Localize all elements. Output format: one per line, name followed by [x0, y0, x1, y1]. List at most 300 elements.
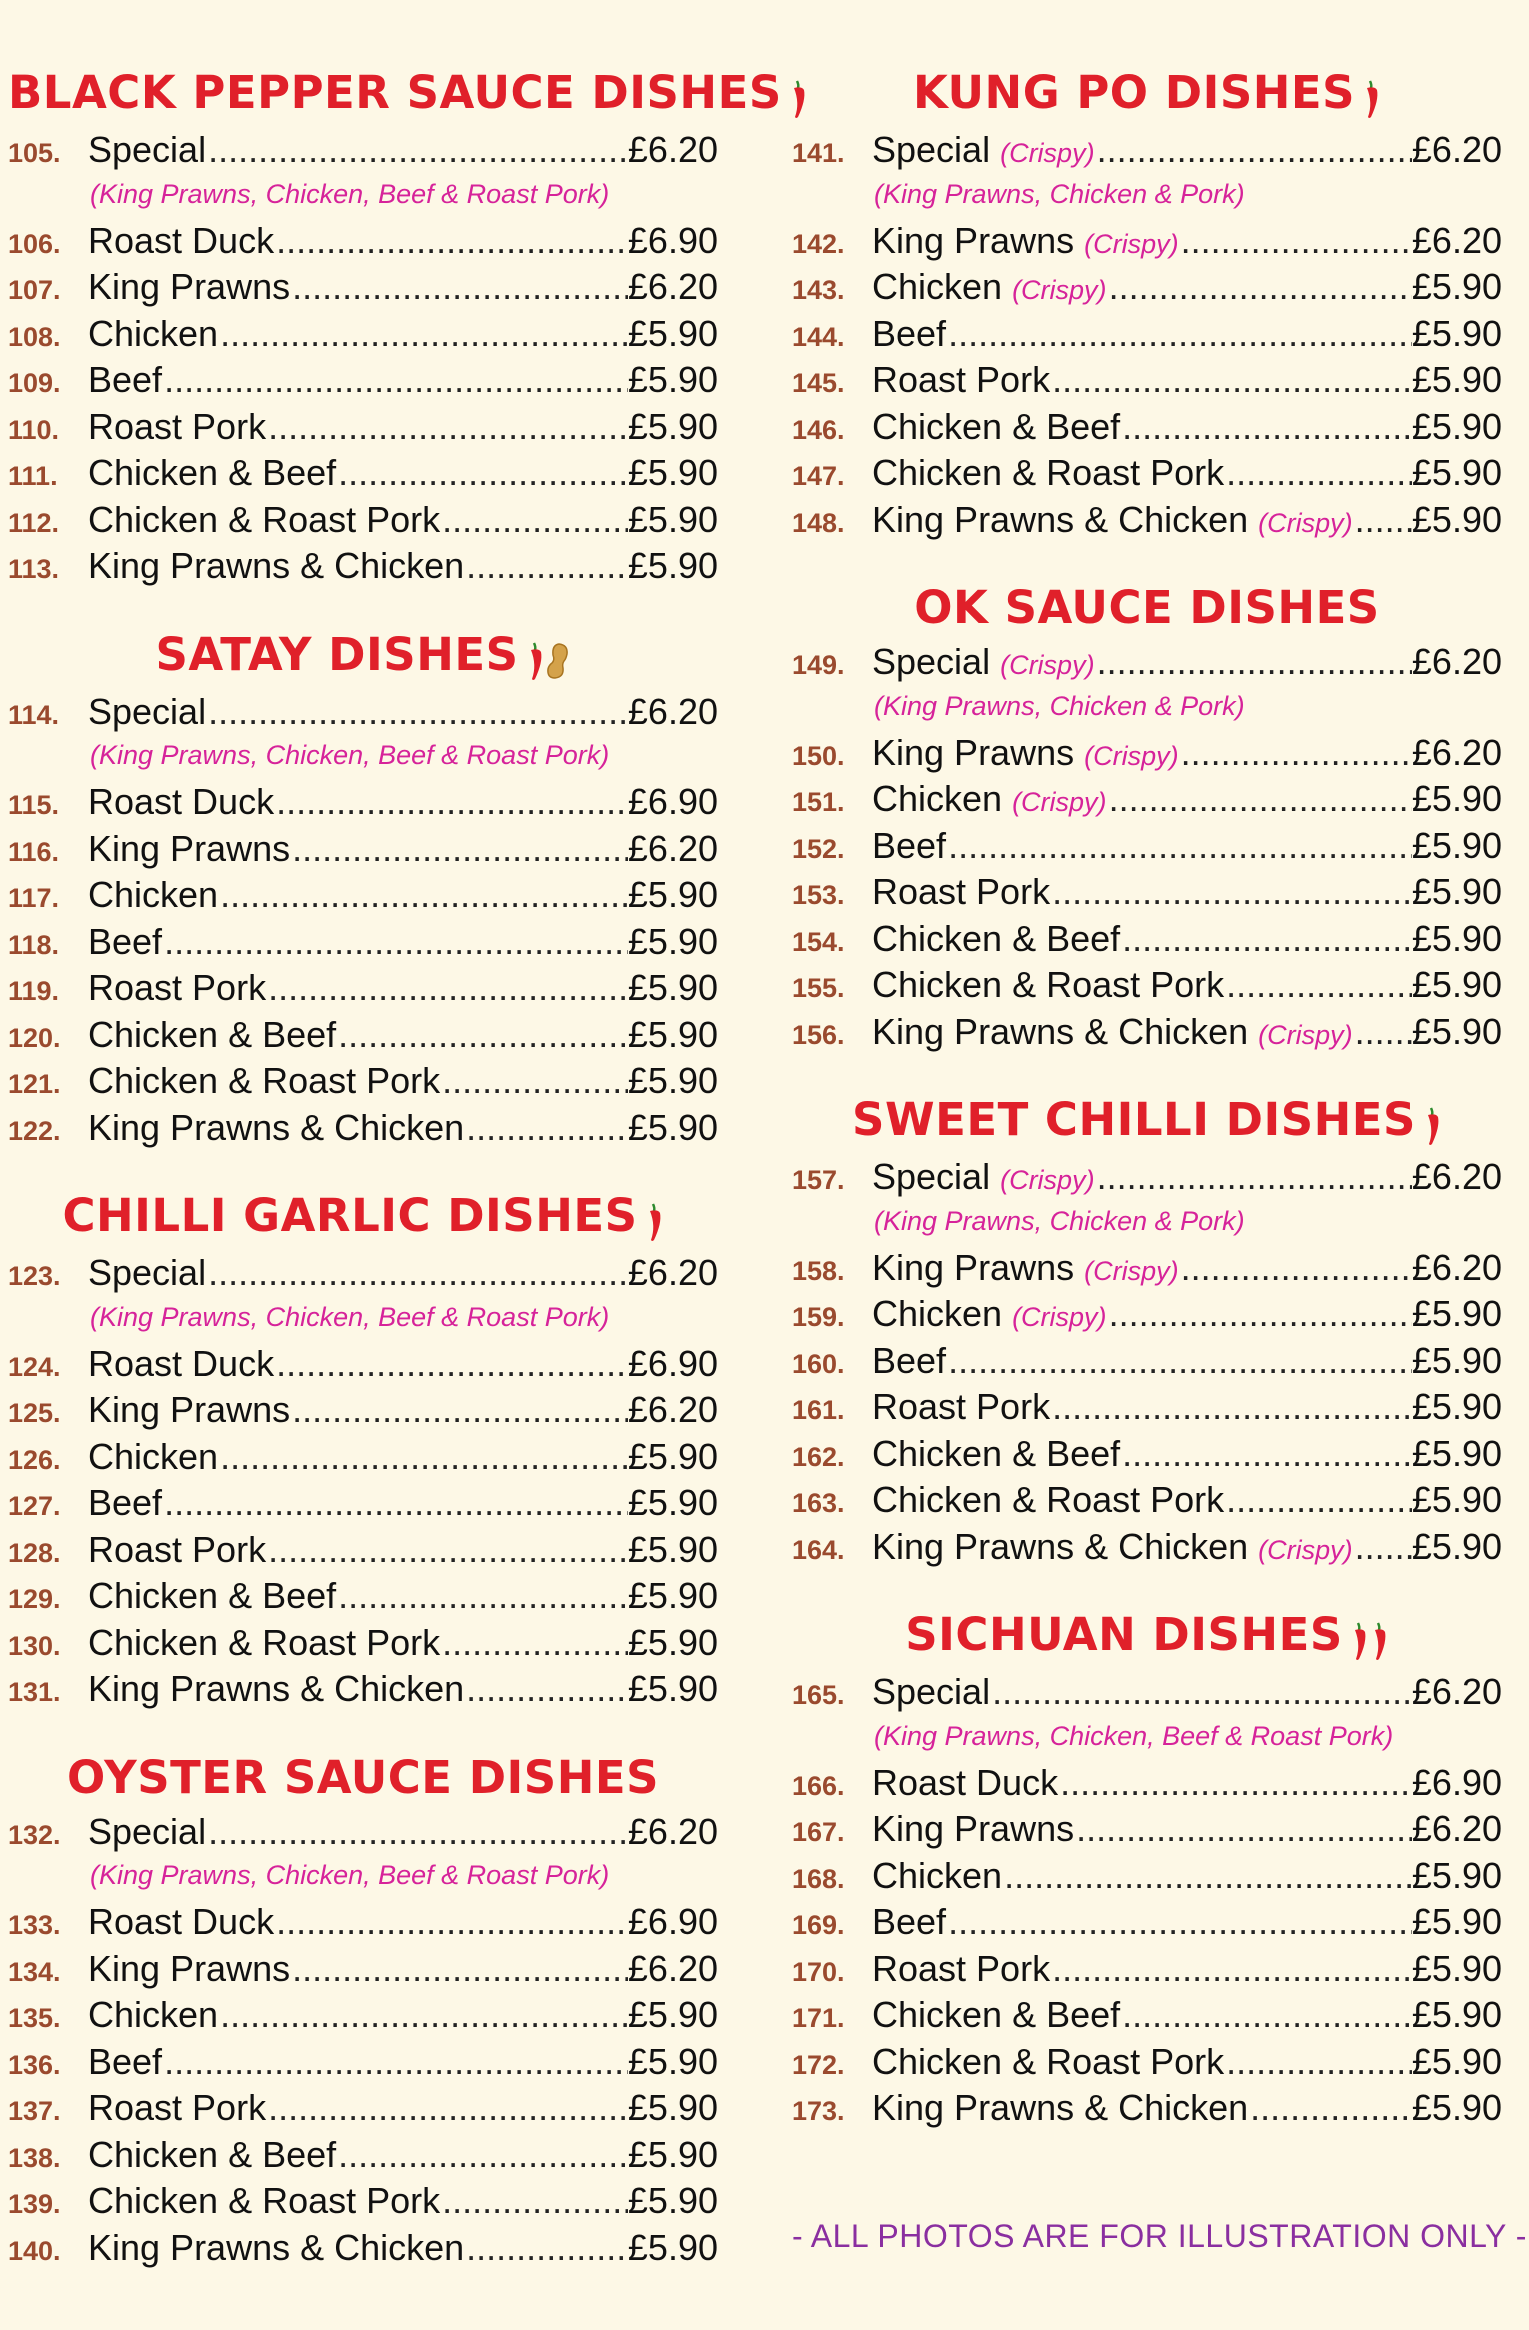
item-number: 105. — [8, 138, 61, 168]
menu-item — [8, 311, 718, 358]
item-price: £5.90 — [1411, 1010, 1502, 1052]
menu-item — [8, 1620, 718, 1667]
crispy-tag: (Crispy) — [1012, 275, 1107, 305]
menu-item — [8, 1527, 718, 1574]
dot-leader — [946, 311, 1412, 358]
item-number: 121. — [8, 1069, 61, 1099]
item-price: £5.90 — [1411, 1339, 1502, 1381]
item-name — [88, 1573, 336, 1620]
item-name — [88, 1992, 218, 2039]
menu-item — [8, 2085, 718, 2132]
section-title — [792, 62, 1502, 127]
item-name-text: Chicken & Beef — [872, 1432, 1121, 1474]
item-price: £6.20 — [1411, 219, 1502, 261]
crispy-tag: (Crispy) — [1258, 1534, 1353, 1565]
item-name-text: King Prawns & Chicken — [88, 2226, 465, 2268]
menu-item — [792, 357, 1502, 404]
item-price: £6.20 — [1411, 1156, 1502, 1197]
dot-leader — [1002, 1853, 1412, 1900]
item-number: 125. — [8, 1398, 61, 1428]
item-name-text: Roast Duck — [88, 1342, 275, 1384]
menu-item — [8, 1058, 718, 1105]
item-name — [88, 1058, 440, 1105]
item-number: 119. — [8, 976, 60, 1006]
menu-item — [792, 1009, 1502, 1056]
menu-item — [792, 1992, 1502, 2039]
item-number: 132. — [8, 1819, 61, 1850]
item-number: 159. — [792, 1302, 845, 1332]
item-name — [872, 450, 1224, 497]
item-name-text: Roast Duck — [88, 1901, 275, 1942]
menu-item — [792, 404, 1502, 451]
item-name — [872, 1291, 1107, 1341]
dot-leader — [464, 1105, 628, 1152]
menu-item — [8, 543, 718, 590]
menu-item — [8, 1250, 718, 1297]
item-name — [872, 497, 1353, 547]
item-name — [872, 2039, 1224, 2086]
item-price: £5.90 — [627, 1575, 718, 1616]
item-price: £5.90 — [627, 1482, 718, 1523]
dot-leader — [1224, 962, 1412, 1009]
dot-leader — [274, 779, 628, 826]
item-price: £5.90 — [1411, 824, 1502, 866]
item-price: £5.90 — [1411, 871, 1502, 912]
dot-leader — [1095, 127, 1412, 174]
dot-leader — [218, 872, 628, 919]
item-price: £5.90 — [627, 359, 718, 400]
item-price: £6.20 — [627, 1810, 718, 1852]
item-number: 134. — [8, 1956, 61, 1987]
illustration-disclaimer: - ALL PHOTOS ARE FOR ILLUSTRATION ONLY - — [792, 2218, 1527, 2254]
item-price: £5.90 — [627, 1668, 718, 1709]
dot-leader — [1050, 357, 1412, 404]
menu-item — [792, 2039, 1502, 2086]
item-price: £5.90 — [627, 967, 718, 1008]
item-number: 148. — [792, 507, 845, 538]
dot-leader — [206, 1809, 628, 1856]
item-name-text: Special — [88, 690, 207, 732]
item-name-text: Special — [88, 1252, 207, 1293]
item-price: £5.90 — [1411, 2040, 1502, 2082]
menu-item — [8, 1666, 718, 1713]
peanut-icon — [545, 631, 571, 684]
item-name-text: Chicken — [88, 1435, 219, 1477]
menu-item — [8, 689, 718, 736]
menu-item — [8, 450, 718, 497]
item-name-text: Special — [872, 641, 991, 682]
dot-leader — [274, 1341, 628, 1388]
item-number: 142. — [792, 228, 845, 259]
item-price: £5.90 — [627, 1994, 718, 2035]
chilli-icon — [525, 631, 545, 684]
item-number: 128. — [8, 1537, 61, 1568]
item-price: £5.90 — [627, 498, 718, 540]
item-name-text: Chicken & Beef — [88, 452, 337, 493]
item-name — [88, 872, 218, 919]
item-name-text: King Prawns & Chicken — [872, 498, 1249, 540]
dot-leader — [1050, 1946, 1412, 1993]
dot-leader — [440, 1058, 628, 1105]
item-name-text: Roast Duck — [872, 1761, 1059, 1803]
item-number: 130. — [8, 1630, 61, 1661]
section-icons — [1361, 65, 1381, 127]
crispy-tag: (Crispy) — [1084, 228, 1179, 259]
dot-leader — [1120, 1992, 1412, 2039]
item-name-text: Chicken — [872, 1854, 1003, 1896]
item-name — [872, 1669, 990, 1716]
item-price: £5.90 — [1411, 1901, 1502, 1942]
item-number: 107. — [8, 275, 61, 305]
menu-item — [792, 2085, 1502, 2132]
item-name-text: Special — [88, 129, 207, 170]
menu-item — [8, 127, 718, 174]
crispy-tag: (Crispy) — [1258, 507, 1353, 538]
menu-item — [8, 1434, 718, 1481]
menu-item — [792, 639, 1502, 686]
item-name — [872, 869, 1050, 916]
section-icons — [644, 1188, 664, 1250]
menu-item — [792, 1245, 1502, 1292]
menu-item — [8, 264, 718, 311]
item-name-text: Chicken & Roast Pork — [88, 498, 441, 540]
item-price: £6.90 — [627, 1342, 718, 1384]
item-note: (King Prawns, Chicken, Beef & Roast Pork) — [90, 178, 610, 209]
item-price: £5.90 — [627, 545, 718, 586]
item-price: £5.90 — [627, 1106, 718, 1148]
item-price: £6.90 — [1411, 1761, 1502, 1803]
crispy-tag: (Crispy) — [1000, 1165, 1095, 1195]
item-name-text: King Prawns — [88, 827, 291, 869]
item-price: £5.90 — [1411, 359, 1502, 400]
item-number: 123. — [8, 1261, 61, 1291]
menu-item — [8, 218, 718, 265]
item-price: £5.90 — [627, 874, 718, 915]
item-price: £5.90 — [627, 1013, 718, 1055]
item-number: 146. — [792, 414, 845, 445]
item-price: £6.20 — [627, 690, 718, 732]
item-number: 112. — [8, 507, 60, 538]
menu-item — [8, 2132, 718, 2179]
dot-leader — [266, 2085, 628, 2132]
item-name — [88, 1434, 218, 1481]
item-number: 161. — [792, 1395, 845, 1425]
item-price: £5.90 — [1411, 1432, 1502, 1474]
menu-item — [8, 872, 718, 919]
item-name-text: King Prawns & Chicken — [88, 1668, 465, 1709]
dot-leader — [464, 543, 628, 590]
item-name-text: King Prawns — [88, 266, 291, 307]
crispy-tag: (Crispy) — [1258, 1019, 1353, 1050]
item-number: 169. — [792, 1910, 845, 1940]
dot-leader — [1107, 1291, 1412, 1338]
item-name — [88, 2132, 336, 2179]
item-number: 139. — [8, 2189, 61, 2219]
item-number: 129. — [8, 1584, 61, 1614]
dot-leader — [1248, 2085, 1412, 2132]
item-name — [88, 1666, 464, 1713]
item-name-text: Roast Duck — [88, 781, 275, 822]
item-name — [88, 779, 274, 826]
item-name — [872, 1524, 1353, 1574]
item-name — [872, 1946, 1050, 1993]
item-price: £5.90 — [1411, 1854, 1502, 1896]
item-number: 163. — [792, 1488, 845, 1518]
section-title-text: SICHUAN DISHES — [905, 1608, 1343, 1661]
item-number: 137. — [8, 2096, 61, 2126]
item-number: 172. — [792, 2049, 845, 2080]
crispy-tag: (Crispy) — [1084, 1255, 1179, 1286]
item-name — [88, 2085, 266, 2132]
dot-leader — [1179, 730, 1412, 777]
right-column — [792, 62, 1502, 2166]
section-title-text: KUNG PO DISHES — [912, 66, 1356, 119]
item-price: £5.90 — [627, 2226, 718, 2268]
item-name-text: Roast Pork — [872, 871, 1051, 912]
item-name-text: Chicken & Roast Pork — [872, 1479, 1225, 1520]
item-price: £6.20 — [1411, 1246, 1502, 1288]
item-name — [872, 1338, 946, 1385]
dot-leader — [1224, 450, 1412, 497]
item-name-text: King Prawns & Chicken — [872, 2087, 1249, 2128]
menu-item — [792, 1524, 1502, 1571]
item-name — [88, 1341, 274, 1388]
menu-item — [8, 1573, 718, 1620]
menu-item — [8, 965, 718, 1012]
item-name — [872, 1431, 1120, 1478]
item-number: 116. — [8, 836, 60, 867]
menu-item — [8, 779, 718, 826]
item-price: £5.90 — [627, 1435, 718, 1477]
item-name — [872, 2085, 1248, 2132]
menu-item — [792, 311, 1502, 358]
item-name — [872, 1992, 1120, 2039]
menu-item — [8, 1946, 718, 1993]
item-name-text: Beef — [88, 1482, 163, 1523]
chilli-icon — [1369, 1611, 1389, 1664]
item-name — [872, 1009, 1353, 1059]
item-number: 135. — [8, 2003, 61, 2033]
item-name — [872, 1760, 1058, 1807]
item-name-text: King Prawns — [872, 1246, 1075, 1288]
item-price: £5.90 — [1411, 266, 1502, 307]
item-name-text: Beef — [872, 312, 947, 354]
menu-item — [792, 1853, 1502, 1900]
chilli-icon — [1361, 69, 1381, 122]
dot-leader — [1107, 776, 1412, 823]
item-name — [88, 2039, 162, 2086]
menu-item — [8, 2039, 718, 2086]
item-number: 157. — [792, 1165, 845, 1195]
dot-leader — [266, 1527, 628, 1574]
item-price: £5.90 — [627, 1528, 718, 1570]
item-name — [88, 1809, 206, 1856]
item-name — [872, 639, 1095, 689]
menu-section — [8, 62, 782, 590]
item-name-text: Roast Pork — [88, 967, 267, 1008]
item-price: £5.90 — [627, 2180, 718, 2221]
item-name — [872, 1245, 1179, 1295]
item-number: 111. — [8, 461, 58, 491]
dot-leader — [1120, 1431, 1412, 1478]
item-number: 141. — [792, 138, 845, 168]
item-number: 164. — [792, 1534, 845, 1565]
item-name — [88, 1012, 336, 1059]
item-number: 126. — [8, 1444, 61, 1475]
menu-item — [8, 1387, 718, 1434]
item-number: 138. — [8, 2142, 61, 2173]
item-number: 120. — [8, 1022, 61, 1053]
item-price: £5.90 — [1411, 1479, 1502, 1520]
item-name-text: Special — [88, 1810, 207, 1852]
item-name — [88, 127, 206, 174]
menu-item — [8, 497, 718, 544]
section-title-text: CHILLI GARLIC DISHES — [62, 1189, 638, 1242]
section-title — [8, 62, 782, 127]
item-number: 151. — [792, 787, 845, 817]
item-name-text: Beef — [88, 920, 163, 962]
item-price: £6.90 — [627, 219, 718, 261]
item-name — [872, 1899, 946, 1946]
item-name-text: Chicken — [872, 266, 1003, 307]
dot-leader — [464, 1666, 628, 1713]
item-name-text: Chicken & Beef — [872, 917, 1121, 959]
menu-section — [8, 624, 718, 1152]
item-name — [88, 1527, 266, 1574]
item-number: 127. — [8, 1491, 61, 1521]
dot-leader — [218, 1992, 628, 2039]
menu-item — [792, 1669, 1502, 1716]
item-name — [88, 1946, 290, 1993]
item-name-text: Beef — [872, 1339, 947, 1381]
menu-item — [792, 264, 1502, 311]
crispy-tag: (Crispy) — [1012, 787, 1107, 817]
section-title — [792, 1604, 1502, 1669]
item-price: £6.90 — [627, 781, 718, 822]
dot-leader — [1353, 1524, 1412, 1571]
dot-leader — [464, 2225, 628, 2272]
menu-item — [792, 127, 1502, 174]
menu-item — [792, 1760, 1502, 1807]
item-name — [872, 311, 946, 358]
dot-leader — [162, 357, 628, 404]
section-title — [792, 1089, 1502, 1154]
item-price: £5.90 — [627, 312, 718, 354]
item-name-text: Roast Pork — [872, 359, 1051, 400]
item-name-text: King Prawns & Chicken — [88, 545, 465, 586]
item-price: £5.90 — [627, 405, 718, 447]
crispy-tag: (Crispy) — [1000, 138, 1095, 168]
item-price: £6.20 — [1411, 1808, 1502, 1849]
menu-item — [8, 919, 718, 966]
menu-item — [792, 1806, 1502, 1853]
item-name-text: King Prawns — [872, 1808, 1075, 1849]
item-number: 147. — [792, 461, 845, 491]
menu-item — [792, 1291, 1502, 1338]
item-name — [872, 1806, 1074, 1853]
chilli-icon — [1422, 1096, 1442, 1149]
item-name — [872, 357, 1050, 404]
item-number: 170. — [792, 1956, 845, 1987]
item-name-text: Roast Pork — [872, 1386, 1051, 1427]
dot-leader — [336, 2132, 628, 2179]
item-name — [88, 311, 218, 358]
crispy-tag: (Crispy) — [1012, 1302, 1107, 1332]
item-name — [88, 218, 274, 265]
item-name-text: King Prawns & Chicken — [872, 1010, 1249, 1052]
item-number: 122. — [8, 1115, 61, 1146]
item-name — [88, 1480, 162, 1527]
item-name-text: Chicken & Beef — [872, 405, 1121, 447]
item-number: 114. — [8, 699, 60, 730]
item-number: 153. — [792, 880, 845, 910]
item-number: 168. — [792, 1863, 845, 1894]
dot-leader — [290, 826, 628, 873]
item-number: 173. — [792, 2096, 845, 2126]
item-number: 110. — [8, 414, 60, 445]
item-name — [88, 1250, 206, 1297]
item-price: £5.90 — [1411, 2087, 1502, 2128]
item-number: 154. — [792, 926, 845, 957]
item-price: £5.90 — [1411, 452, 1502, 493]
item-number: 158. — [792, 1255, 845, 1286]
item-name-text: King Prawns — [872, 219, 1075, 261]
item-price: £5.90 — [1411, 405, 1502, 447]
item-number: 162. — [792, 1441, 845, 1472]
dot-leader — [946, 823, 1412, 870]
item-name — [88, 450, 336, 497]
dot-leader — [1074, 1806, 1412, 1853]
item-name-text: Chicken & Roast Pork — [88, 1621, 441, 1663]
item-name-text: Chicken — [872, 1293, 1003, 1334]
menu-item — [8, 1899, 718, 1946]
menu-item — [8, 1809, 718, 1856]
dot-leader — [440, 497, 628, 544]
item-name — [872, 127, 1095, 177]
item-name — [872, 823, 946, 870]
item-name — [872, 1154, 1095, 1204]
item-price: £5.90 — [1411, 498, 1502, 540]
item-price: £5.90 — [1411, 312, 1502, 354]
menu-item — [792, 730, 1502, 777]
dot-leader — [206, 689, 628, 736]
dot-leader — [218, 1434, 628, 1481]
item-name-text: Beef — [88, 359, 163, 400]
dot-leader — [266, 965, 628, 1012]
item-note: (King Prawns, Chicken & Pork) — [874, 178, 1245, 209]
item-name — [88, 404, 266, 451]
dot-leader — [946, 1899, 1412, 1946]
item-number: 165. — [792, 1680, 845, 1710]
section-icons — [525, 627, 571, 689]
item-number: 166. — [792, 1770, 845, 1801]
item-price: £5.90 — [627, 2040, 718, 2082]
dot-leader — [990, 1669, 1412, 1716]
item-name-text: Chicken — [872, 778, 1003, 819]
menu-item — [792, 218, 1502, 265]
item-name — [872, 730, 1179, 780]
dot-leader — [1095, 1154, 1412, 1201]
dot-leader — [266, 404, 628, 451]
dot-leader — [206, 127, 628, 174]
item-price: £5.90 — [627, 2133, 718, 2175]
dot-leader — [440, 1620, 628, 1667]
item-name-text: Chicken & Beef — [88, 1013, 337, 1055]
item-price: £5.90 — [627, 1060, 718, 1101]
item-name — [88, 689, 206, 736]
menu-item — [8, 1105, 718, 1152]
item-price: £6.20 — [627, 1389, 718, 1430]
